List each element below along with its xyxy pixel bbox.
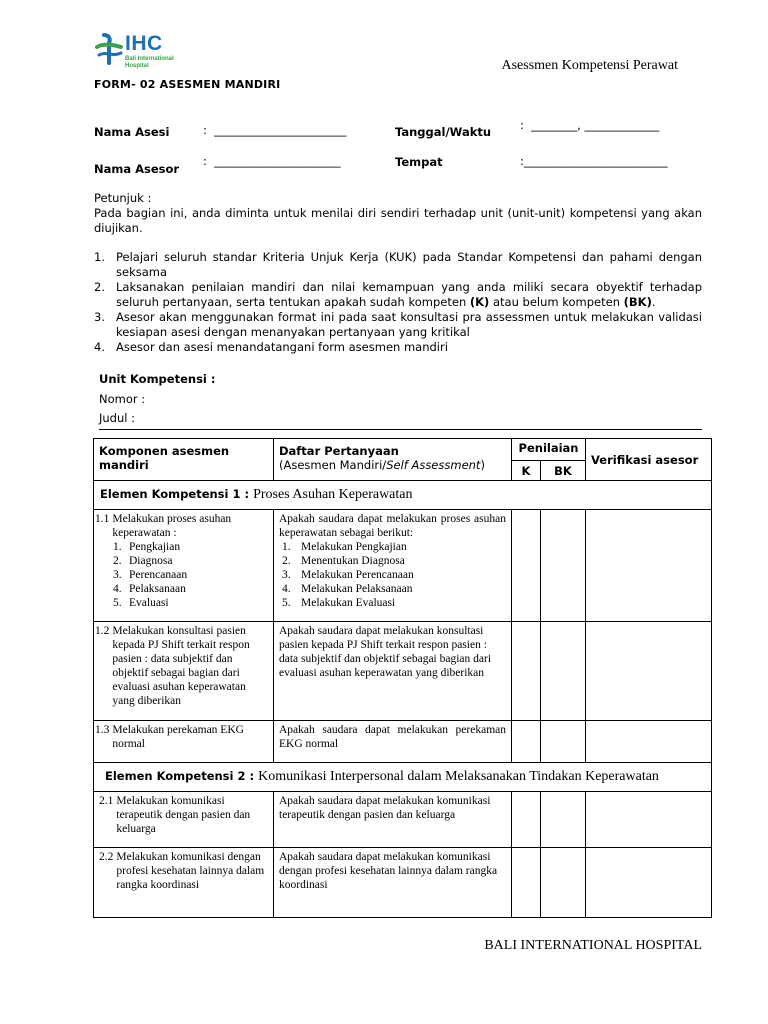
unit-judul-field[interactable]: Judul : <box>99 409 702 430</box>
nama-asesi-field[interactable]: : _______________________ <box>203 123 347 137</box>
logo-subtitle-1: Bali International <box>125 56 174 62</box>
row-1-1-bk-checkbox[interactable] <box>541 510 586 622</box>
logo-brand: IHC <box>125 32 163 55</box>
header-komponen: Komponen asesmen mandiri <box>94 439 274 481</box>
row-2-1-k-checkbox[interactable] <box>512 792 541 848</box>
logo-subtitle-2: Hospital <box>125 63 149 69</box>
row-1-2-pertanyaan: Apakah saudara dapat melakukan konsultasi pasien kepada PJ Shift terkait respon pasien : data subjektif dan objektif sebagai bagian dari evaluasi asuhan keperawatan yang diberikan <box>274 622 512 721</box>
footer-hospital-name: BALI INTERNATIONAL HOSPITAL <box>484 938 702 953</box>
header-penilaian: Penilaian <box>512 439 586 461</box>
row-2-2-bk-checkbox[interactable] <box>541 848 586 918</box>
nama-asesor-field[interactable]: : ______________________ <box>203 154 341 168</box>
unit-heading: Unit Kompetensi : <box>99 372 216 386</box>
instructions-intro: Pada bagian ini, anda diminta untuk menilai diri sendiri terhadap unit (unit-unit) kompetensi yang akan diujikan. <box>94 206 702 235</box>
list-item: 3. Asesor akan menggunakan format ini pada saat konsultasi pra assessmen untuk melakukan validasi kesiapan asesi dengan menanyakan pertanyaan yang kritikal <box>94 310 702 339</box>
instructions <box>94 191 702 355</box>
document-title: Asessmen Kompetensi Perawat <box>501 58 678 73</box>
form-title: FORM- 02 ASESMEN MANDIRI <box>94 78 281 91</box>
row-1-2-k-checkbox[interactable] <box>512 622 541 721</box>
row-2-2-pertanyaan: Apakah saudara dapat melakukan komunikasi dengan profesi kesehatan lainnya dalam rangka koordinasi <box>274 848 512 918</box>
header-verifikasi: Verifikasi asesor <box>586 439 712 481</box>
hospital-logo <box>95 33 205 71</box>
unit-kompetensi <box>99 370 702 430</box>
tanggal-waktu-label: Tanggal/Waktu <box>395 125 492 139</box>
row-2-2-verifikasi-cell[interactable] <box>586 848 712 918</box>
instructions-heading: Petunjuk : <box>94 191 152 205</box>
cross-logo-icon <box>95 33 123 67</box>
row-2-2-k-checkbox[interactable] <box>512 848 541 918</box>
row-2-1-komponen: 2.1 Melakukan komunikasi terapeutik dengan pasien dan keluarga <box>94 792 274 848</box>
row-2-1-verifikasi-cell[interactable] <box>586 792 712 848</box>
row-2-1-bk-checkbox[interactable] <box>541 792 586 848</box>
header-daftar: Daftar Pertanyaan (Asesmen Mandiri/Self Assessment) <box>274 439 512 481</box>
row-1-1-komponen: 1.1 Melakukan proses asuhan keperawatan : 1. Pengkajian 2. Diagnosa 3. Perencanaan 4. Pelaksanaan 5. Evaluasi <box>94 510 274 622</box>
list-item: 4. Asesor dan asesi menandatangani form asesmen mandiri <box>94 340 448 354</box>
tempat-field[interactable]: :_________________________ <box>520 154 668 168</box>
instructions-steps <box>94 250 702 355</box>
row-1-3-pertanyaan: Apakah saudara dapat melakukan perekaman EKG normal <box>274 721 512 763</box>
tanggal-waktu-field[interactable]: : ________, _____________ <box>520 118 660 132</box>
header-bk: BK <box>541 461 586 481</box>
row-1-2-bk-checkbox[interactable] <box>541 622 586 721</box>
nama-asesor-label: Nama Asesor <box>94 162 180 176</box>
row-1-2-verifikasi-cell[interactable] <box>586 622 712 721</box>
row-1-3-k-checkbox[interactable] <box>512 721 541 763</box>
row-1-3-verifikasi-cell[interactable] <box>586 721 712 763</box>
elemen-1-row: Elemen Kompetensi 1 : Proses Asuhan Keperawatan <box>94 481 712 510</box>
elemen-2-row: Elemen Kompetensi 2 : Komunikasi Interpersonal dalam Melaksanakan Tindakan Keperawatan <box>94 763 712 792</box>
row-1-3-komponen: 1.3 Melakukan perekaman EKG normal <box>94 721 274 763</box>
unit-nomor-field[interactable]: Nomor : <box>99 391 146 406</box>
list-item: 1. Pelajari seluruh standar Kriteria Unjuk Kerja (KUK) pada Standar Kompetensi dan pahami dengan seksama <box>94 250 702 279</box>
row-2-2-komponen: 2.2 Melakukan komunikasi dengan profesi kesehatan lainnya dalam rangka koordinasi <box>94 848 274 918</box>
nama-asesi-label: Nama Asesi <box>94 125 170 139</box>
row-1-1-k-checkbox[interactable] <box>512 510 541 622</box>
list-item: 2. Laksanakan penilaian mandiri dan nilai kemampuan yang anda miliki secara obyektif terhadap seluruh pertanyaan, serta tentukan apakah sudah kompeten (K) atau belum kompeten (BK). <box>94 280 702 309</box>
row-1-1-pertanyaan: Apakah saudara dapat melakukan proses asuhan keperawatan sebagai berikut: 1. Melakukan Pengkajian 2. Menentukan Diagnosa 3. Melakukan Perencanaan 4. Melakukan Pelaksanaan 5. Melakukan Evaluasi <box>274 510 512 622</box>
row-2-1-pertanyaan: Apakah saudara dapat melakukan komunikasi terapeutik dengan pasien dan keluarga <box>274 792 512 848</box>
tempat-label: Tempat <box>395 155 443 169</box>
header-k: K <box>512 461 541 481</box>
row-1-1-verifikasi-cell[interactable] <box>586 510 712 622</box>
row-1-3-bk-checkbox[interactable] <box>541 721 586 763</box>
assessment-table <box>93 438 712 918</box>
row-1-2-komponen: 1.2 Melakukan konsultasi pasien kepada PJ Shift terkait respon pasien : data subjektif dan objektif sebagai bagian dari evaluasi asuhan keperawatan yang diberikan <box>94 622 274 721</box>
